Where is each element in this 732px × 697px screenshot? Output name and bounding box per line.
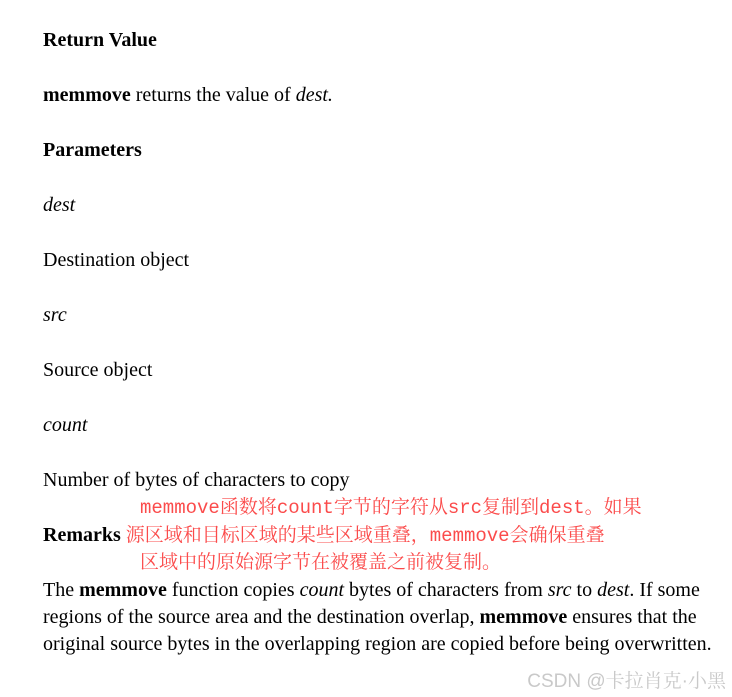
remarks-paragraph [43,577,715,658]
paragraph-text: function copies [166,579,300,601]
paragraph-text: ensures that the original source bytes in the overlapping region are copied before being overwritten. [43,606,712,655]
csdn-watermark: CSDN @卡拉肖克·小黑 [527,671,726,692]
dest-keyword: dest [597,579,630,601]
sentence-text: returns the value of [130,84,296,106]
dest-keyword: dest. [295,84,333,106]
return-value-sentence [43,84,712,106]
memmove-keyword: memmove [79,579,167,601]
translation-annotation-line-1: memmove函数将count字节的字符从src复制到dest。如果 [140,497,642,519]
parameter-description-count: Number of bytes of characters to copy [43,469,350,491]
remarks-row [43,522,712,550]
paragraph-text: The [43,579,80,601]
count-keyword: count [299,579,345,601]
translation-annotation-line-2: 源区域和目标区域的某些区域重叠，memmove会确保重叠 [125,525,605,547]
parameters-heading: Parameters [43,139,142,161]
parameter-name-dest: dest [43,194,76,216]
return-value-heading: Return Value [43,29,157,51]
memmove-keyword: memmove [479,606,568,628]
remarks-heading: Remarks [43,524,121,546]
paragraph-text: . If some regions of the source area and the destination overlap, [43,579,700,628]
parameter-name-src: src [43,304,67,326]
memmove-keyword: memmove [43,84,131,106]
paragraph-text: to [571,579,598,601]
parameter-description-src: Source object [43,359,153,381]
parameter-name-count: count [43,414,88,436]
paragraph-text: bytes of characters from [344,579,548,601]
src-keyword: src [547,579,572,601]
parameter-description-dest: Destination object [43,249,190,271]
translation-annotation-line-3: 区域中的原始源字节在被覆盖之前被复制。 [140,552,502,574]
